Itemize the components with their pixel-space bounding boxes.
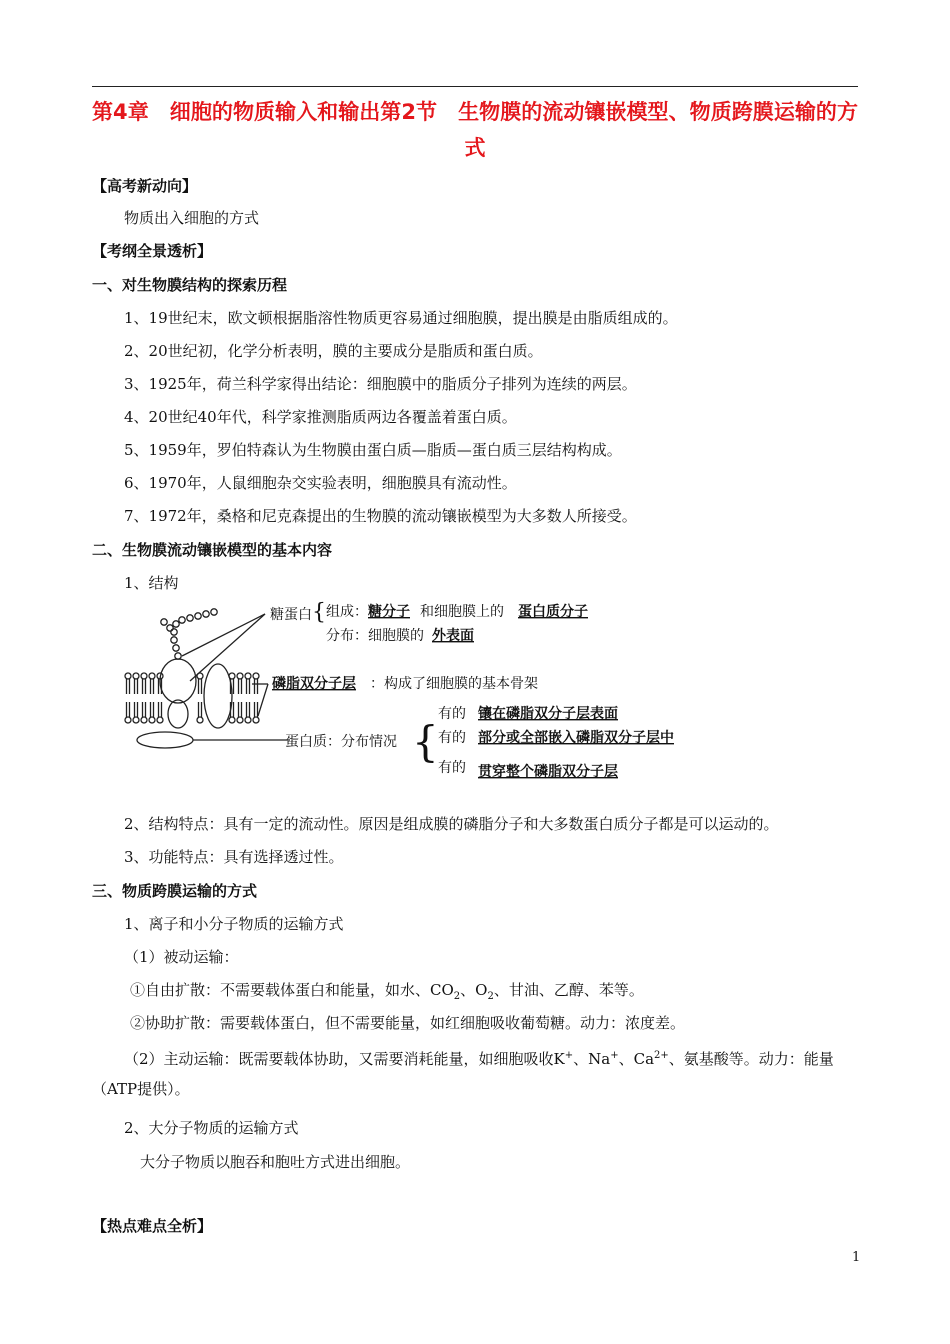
phospholipid-head bbox=[133, 717, 139, 723]
part1-item: 1、19世纪末，欧文顿根据脂溶性物质更容易通过细胞膜，提出膜是由脂质组成的。 bbox=[124, 309, 678, 327]
phospholipid-head bbox=[245, 673, 251, 679]
sugar-molecule bbox=[211, 609, 217, 615]
part1-item: 5、1959年，罗伯特森认为生物膜由蛋白质—脂质—蛋白质三层结构构成。 bbox=[124, 441, 622, 459]
passive-transport: （1）被动运输： bbox=[124, 948, 239, 966]
distribution-outer-surface: 外表面 bbox=[432, 628, 474, 644]
composition-label: 组成： bbox=[326, 604, 368, 620]
sugar-molecule bbox=[187, 615, 193, 621]
phospholipid-head bbox=[245, 717, 251, 723]
part2-item2: 2、结构特点：具有一定的流动性。原因是组成膜的磷脂分子和大多数蛋白质分子都是可以运动的。 bbox=[124, 815, 779, 833]
free-diffusion-text-b: 、O bbox=[460, 981, 488, 999]
protein-some-3: 有的 bbox=[438, 760, 466, 776]
phospholipid-tail bbox=[247, 702, 250, 717]
phospholipid-tail bbox=[255, 702, 258, 717]
protein-type-1: 镶在磷脂双分子层表面 bbox=[478, 706, 618, 722]
phospholipid-tail bbox=[199, 702, 202, 717]
phospholipid-tail bbox=[199, 679, 202, 694]
part3-heading: 三、物质跨膜运输的方式 bbox=[92, 882, 258, 900]
subscript-2: 2 bbox=[453, 991, 461, 1002]
subscript-2: 2 bbox=[487, 991, 494, 1002]
phospholipid-head bbox=[125, 673, 131, 679]
header-rule bbox=[92, 86, 858, 87]
sugar-molecule bbox=[195, 613, 201, 619]
protein-type-2: 部分或全部嵌入磷脂双分子层中 bbox=[478, 730, 674, 746]
sugar-molecule bbox=[179, 617, 185, 623]
protein-some-1: 有的 bbox=[438, 706, 466, 722]
phospholipid-bilayer-drawing bbox=[125, 609, 290, 748]
protein-some-2: 有的 bbox=[438, 730, 466, 746]
distribution-text: 细胞膜的 bbox=[368, 628, 424, 644]
phospholipid-head bbox=[141, 717, 147, 723]
phospholipid-head bbox=[141, 673, 147, 679]
active-transport-line2: （ATP提供）。 bbox=[92, 1080, 190, 1098]
free-diffusion-text-c: 、甘油、乙醇、苯等。 bbox=[493, 981, 644, 999]
phospholipid-tail bbox=[127, 679, 130, 694]
part3-sub2: 2、大分子物质的运输方式 bbox=[124, 1119, 299, 1137]
glycoprotein-label: 糖蛋白 bbox=[270, 607, 312, 623]
superscript-2plus: 2+ bbox=[654, 1050, 669, 1061]
brace-protein: { bbox=[412, 717, 439, 766]
phospholipid-tail bbox=[151, 679, 154, 694]
phospholipid-head bbox=[197, 717, 203, 723]
phospholipid-tail bbox=[151, 702, 154, 717]
phospholipid-tail bbox=[135, 702, 138, 717]
phospholipid-tail bbox=[135, 679, 138, 694]
phospholipid-head bbox=[253, 717, 259, 723]
bilayer-description: ：构成了细胞膜的基本骨架 bbox=[370, 676, 538, 692]
phospholipid-tail bbox=[255, 679, 258, 694]
phospholipid-tail bbox=[143, 702, 146, 717]
part1-item: 3、1925年，荷兰科学家得出结论：细胞膜中的脂质分子排列为连续的两层。 bbox=[124, 375, 637, 393]
bilayer-label: 磷脂双分子层 bbox=[272, 676, 356, 692]
sugar-molecule bbox=[203, 611, 209, 617]
composition-mid: 和细胞膜上的 bbox=[420, 604, 504, 620]
phospholipid-head bbox=[149, 717, 155, 723]
gaokao-text: 物质出入细胞的方式 bbox=[124, 209, 260, 227]
part3-sub1: 1、离子和小分子物质的运输方式 bbox=[124, 915, 344, 933]
distribution-label: 分布： bbox=[326, 628, 368, 644]
active-text-a: （2）主动运输：既需要载体协助，又需要消耗能量，如细胞吸收K bbox=[124, 1050, 565, 1068]
phospholipid-head bbox=[133, 673, 139, 679]
sugar-molecule bbox=[161, 619, 167, 625]
active-text-b: 、Na bbox=[573, 1050, 611, 1068]
phospholipid-head bbox=[149, 673, 155, 679]
facilitated-diffusion: ②协助扩散：需要载体蛋白，但不需要能量，如红细胞吸收葡萄糖。动力：浓度差。 bbox=[130, 1014, 686, 1032]
part1-item: 2、20世纪初，化学分析表明，膜的主要成分是脂质和蛋白质。 bbox=[124, 342, 543, 360]
protein-distribution-label: 蛋白质：分布情况 bbox=[285, 734, 397, 750]
brace-glyco: { bbox=[312, 600, 326, 625]
protein-type-3: 贯穿整个磷脂双分子层 bbox=[478, 764, 618, 780]
phospholipid-head bbox=[237, 717, 243, 723]
superscript-plus: + bbox=[564, 1050, 574, 1061]
free-diffusion bbox=[130, 979, 644, 1008]
active-text-d: 、氨基酸等。动力：能量 bbox=[668, 1050, 834, 1068]
sugar-molecule bbox=[173, 621, 179, 627]
composition-sugar: 糖分子 bbox=[368, 604, 410, 620]
phospholipid-tail bbox=[143, 679, 146, 694]
sugar-molecule bbox=[173, 645, 179, 651]
part2-item3: 3、功能特点：具有选择透过性。 bbox=[124, 848, 344, 866]
sugar-molecule bbox=[175, 653, 181, 659]
phospholipid-head bbox=[157, 717, 163, 723]
kaogang-heading: 【考纲全景透析】 bbox=[92, 242, 213, 260]
gaokao-heading: 【高考新动向】 bbox=[92, 177, 198, 195]
phospholipid-head bbox=[229, 717, 235, 723]
page-title: 第4章 细胞的物质输入和输出第2节 生物膜的流动镶嵌模型、物质跨膜运输的方式 bbox=[92, 100, 858, 160]
superscript-plus: + bbox=[610, 1050, 619, 1061]
active-text-c: 、Ca bbox=[618, 1050, 655, 1068]
phospholipid-tail bbox=[159, 702, 162, 717]
sugar-molecule bbox=[167, 625, 173, 631]
phospholipid-head bbox=[253, 673, 259, 679]
phospholipid-tail bbox=[239, 702, 242, 717]
part2-heading: 二、生物膜流动镶嵌模型的基本内容 bbox=[92, 541, 333, 559]
membrane-structure-diagram bbox=[120, 596, 720, 796]
phospholipid-tail bbox=[247, 679, 250, 694]
phospholipid-tail bbox=[127, 702, 130, 717]
hotspot-heading: 【热点难点全析】 bbox=[92, 1217, 213, 1235]
phospholipid-tail bbox=[239, 679, 242, 694]
sugar-molecule bbox=[171, 629, 177, 635]
macro-transport: 大分子物质以胞吞和胞吐方式进出细胞。 bbox=[140, 1153, 411, 1171]
active-transport bbox=[124, 1045, 834, 1070]
phospholipid-head bbox=[237, 673, 243, 679]
part1-item: 4、20世纪40年代，科学家推测脂质两边各覆盖着蛋白质。 bbox=[124, 408, 517, 426]
part1-item: 7、1972年，桑格和尼克森提出的生物膜的流动镶嵌模型为大多数人所接受。 bbox=[124, 507, 637, 525]
part1-heading: 一、对生物膜结构的探索历程 bbox=[92, 276, 288, 294]
page-number: 1 bbox=[852, 1250, 861, 1265]
part2-sub1: 1、结构 bbox=[124, 574, 179, 592]
composition-protein: 蛋白质分子 bbox=[518, 604, 588, 620]
phospholipid-head bbox=[125, 717, 131, 723]
part1-item: 6、1970年，人鼠细胞杂交实验表明，细胞膜具有流动性。 bbox=[124, 474, 517, 492]
sugar-molecule bbox=[171, 637, 177, 643]
free-diffusion-text-a: ①自由扩散：不需要载体蛋白和能量，如水、CO bbox=[130, 981, 454, 999]
